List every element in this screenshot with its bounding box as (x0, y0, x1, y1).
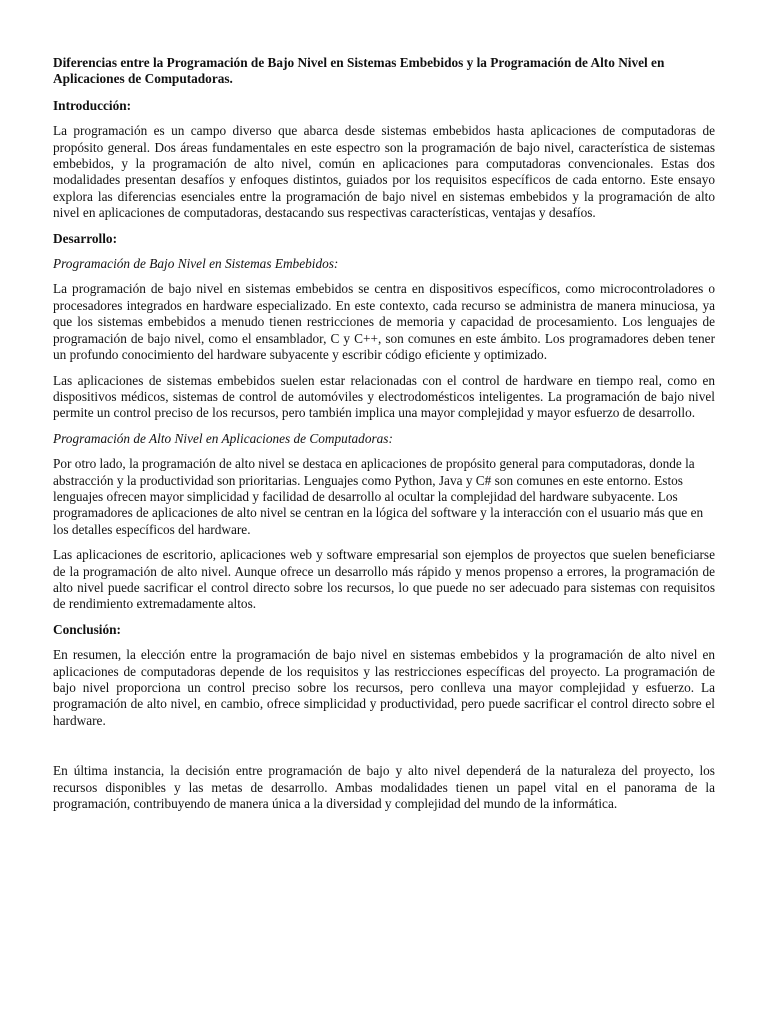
high-level-paragraph-2: Las aplicaciones de escritorio, aplicaciones web y software empresarial son ejemplos de proyectos que suelen beneficiarse de la programación de alto nivel. Aunque ofrece un desarrollo más rápido y menos propenso a errores, la programación de alto nivel puede sacrificar el control directo sobre los recursos, lo que puede no ser adecuado para sistemas con requisitos de rendimiento extremadamente altos. (53, 547, 715, 612)
low-level-subheading: Programación de Bajo Nivel en Sistemas Embebidos: (53, 256, 339, 272)
document-title: Diferencias entre la Programación de Bajo Nivel en Sistemas Embebidos y la Programación de Alto Nivel en Aplicaciones de Computadoras. (53, 55, 665, 87)
low-level-paragraph-1: La programación de bajo nivel en sistemas embebidos se centra en dispositivos específicos, como microcontroladores o procesadores integrados en hardware especializado. En este contexto, cada recurso se administra de manera minuciosa, ya que los sistemas embebidos a menudo tienen restricciones de memoria y capacidad de procesamiento. Los lenguajes de programación de bajo nivel, como el ensamblador, C y C++, son comunes en este ámbito. Los programadores deben tener un profundo conocimiento del hardware subyacente y escribir código eficiente y optimizado. (53, 281, 715, 363)
intro-paragraph: La programación es un campo diverso que abarca desde sistemas embebidos hasta aplicaciones de computadoras de propósito general. Dos áreas fundamentales en este espectro son la programación de bajo nivel, característica de sistemas embebidos, y la programación de alto nivel, común en aplicaciones para computadoras convencionales. Estas dos modalidades presentan desafíos y enfoques distintos, guiados por los requisitos específicos de cada entorno. Este ensayo explora las diferencias esenciales entre la programación de bajo nivel en sistemas embebidos y la programación de alto nivel en aplicaciones de computadoras, destacando sus respectivas características, ventajas y desafíos. (53, 123, 715, 221)
conclusion-paragraph-1: En resumen, la elección entre la programación de bajo nivel en sistemas embebidos y la programación de alto nivel en aplicaciones de computadoras depende de los requisitos y las restricciones específicas del proyecto. La programación de bajo nivel proporciona un control preciso sobre los recursos, pero conlleva una mayor complejidad y esfuerzo. La programación de alto nivel, en cambio, ofrece simplicidad y productividad, pero puede sacrificar el control directo sobre el hardware. (53, 647, 715, 728)
document-page (53, 55, 715, 821)
intro-heading: Introducción: (53, 97, 132, 113)
development-heading: Desarrollo: (53, 230, 118, 246)
conclusion-heading: Conclusión: (53, 621, 121, 637)
high-level-paragraph-1: Por otro lado, la programación de alto nivel se destaca en aplicaciones de propósito general para computadoras, donde la abstracción y la productividad son prioritarias. Lenguajes como Python, Java y C# son comunes en este entorno. Estos lenguajes ofrecen mayor simplicidad y facilidad de desarrollo al ocultar la complejidad del hardware subyacente. Los programadores de aplicaciones de alto nivel se centran en la lógica del software y la interacción con el usuario más que en los detalles específicos del hardware. (53, 456, 704, 537)
low-level-paragraph-2: Las aplicaciones de sistemas embebidos suelen estar relacionadas con el control de hardware en tiempo real, como en dispositivos médicos, sistemas de control de automóviles y electrodomésticos inteligentes. La programación de bajo nivel permite un control preciso de los recursos, pero también implica una mayor complejidad y mayor esfuerzo de desarrollo. (53, 372, 715, 421)
conclusion-paragraph-2: En última instancia, la decisión entre programación de bajo y alto nivel dependerá de la naturaleza del proyecto, los recursos disponibles y las metas de desarrollo. Ambas modalidades tienen un papel vital en el panorama de la programación, contribuyendo de manera única a la diversidad y complejidad del mundo de la informática. (53, 763, 715, 812)
paragraph-spacer (53, 738, 715, 763)
high-level-subheading: Programación de Alto Nivel en Aplicaciones de Computadoras: (53, 430, 393, 446)
